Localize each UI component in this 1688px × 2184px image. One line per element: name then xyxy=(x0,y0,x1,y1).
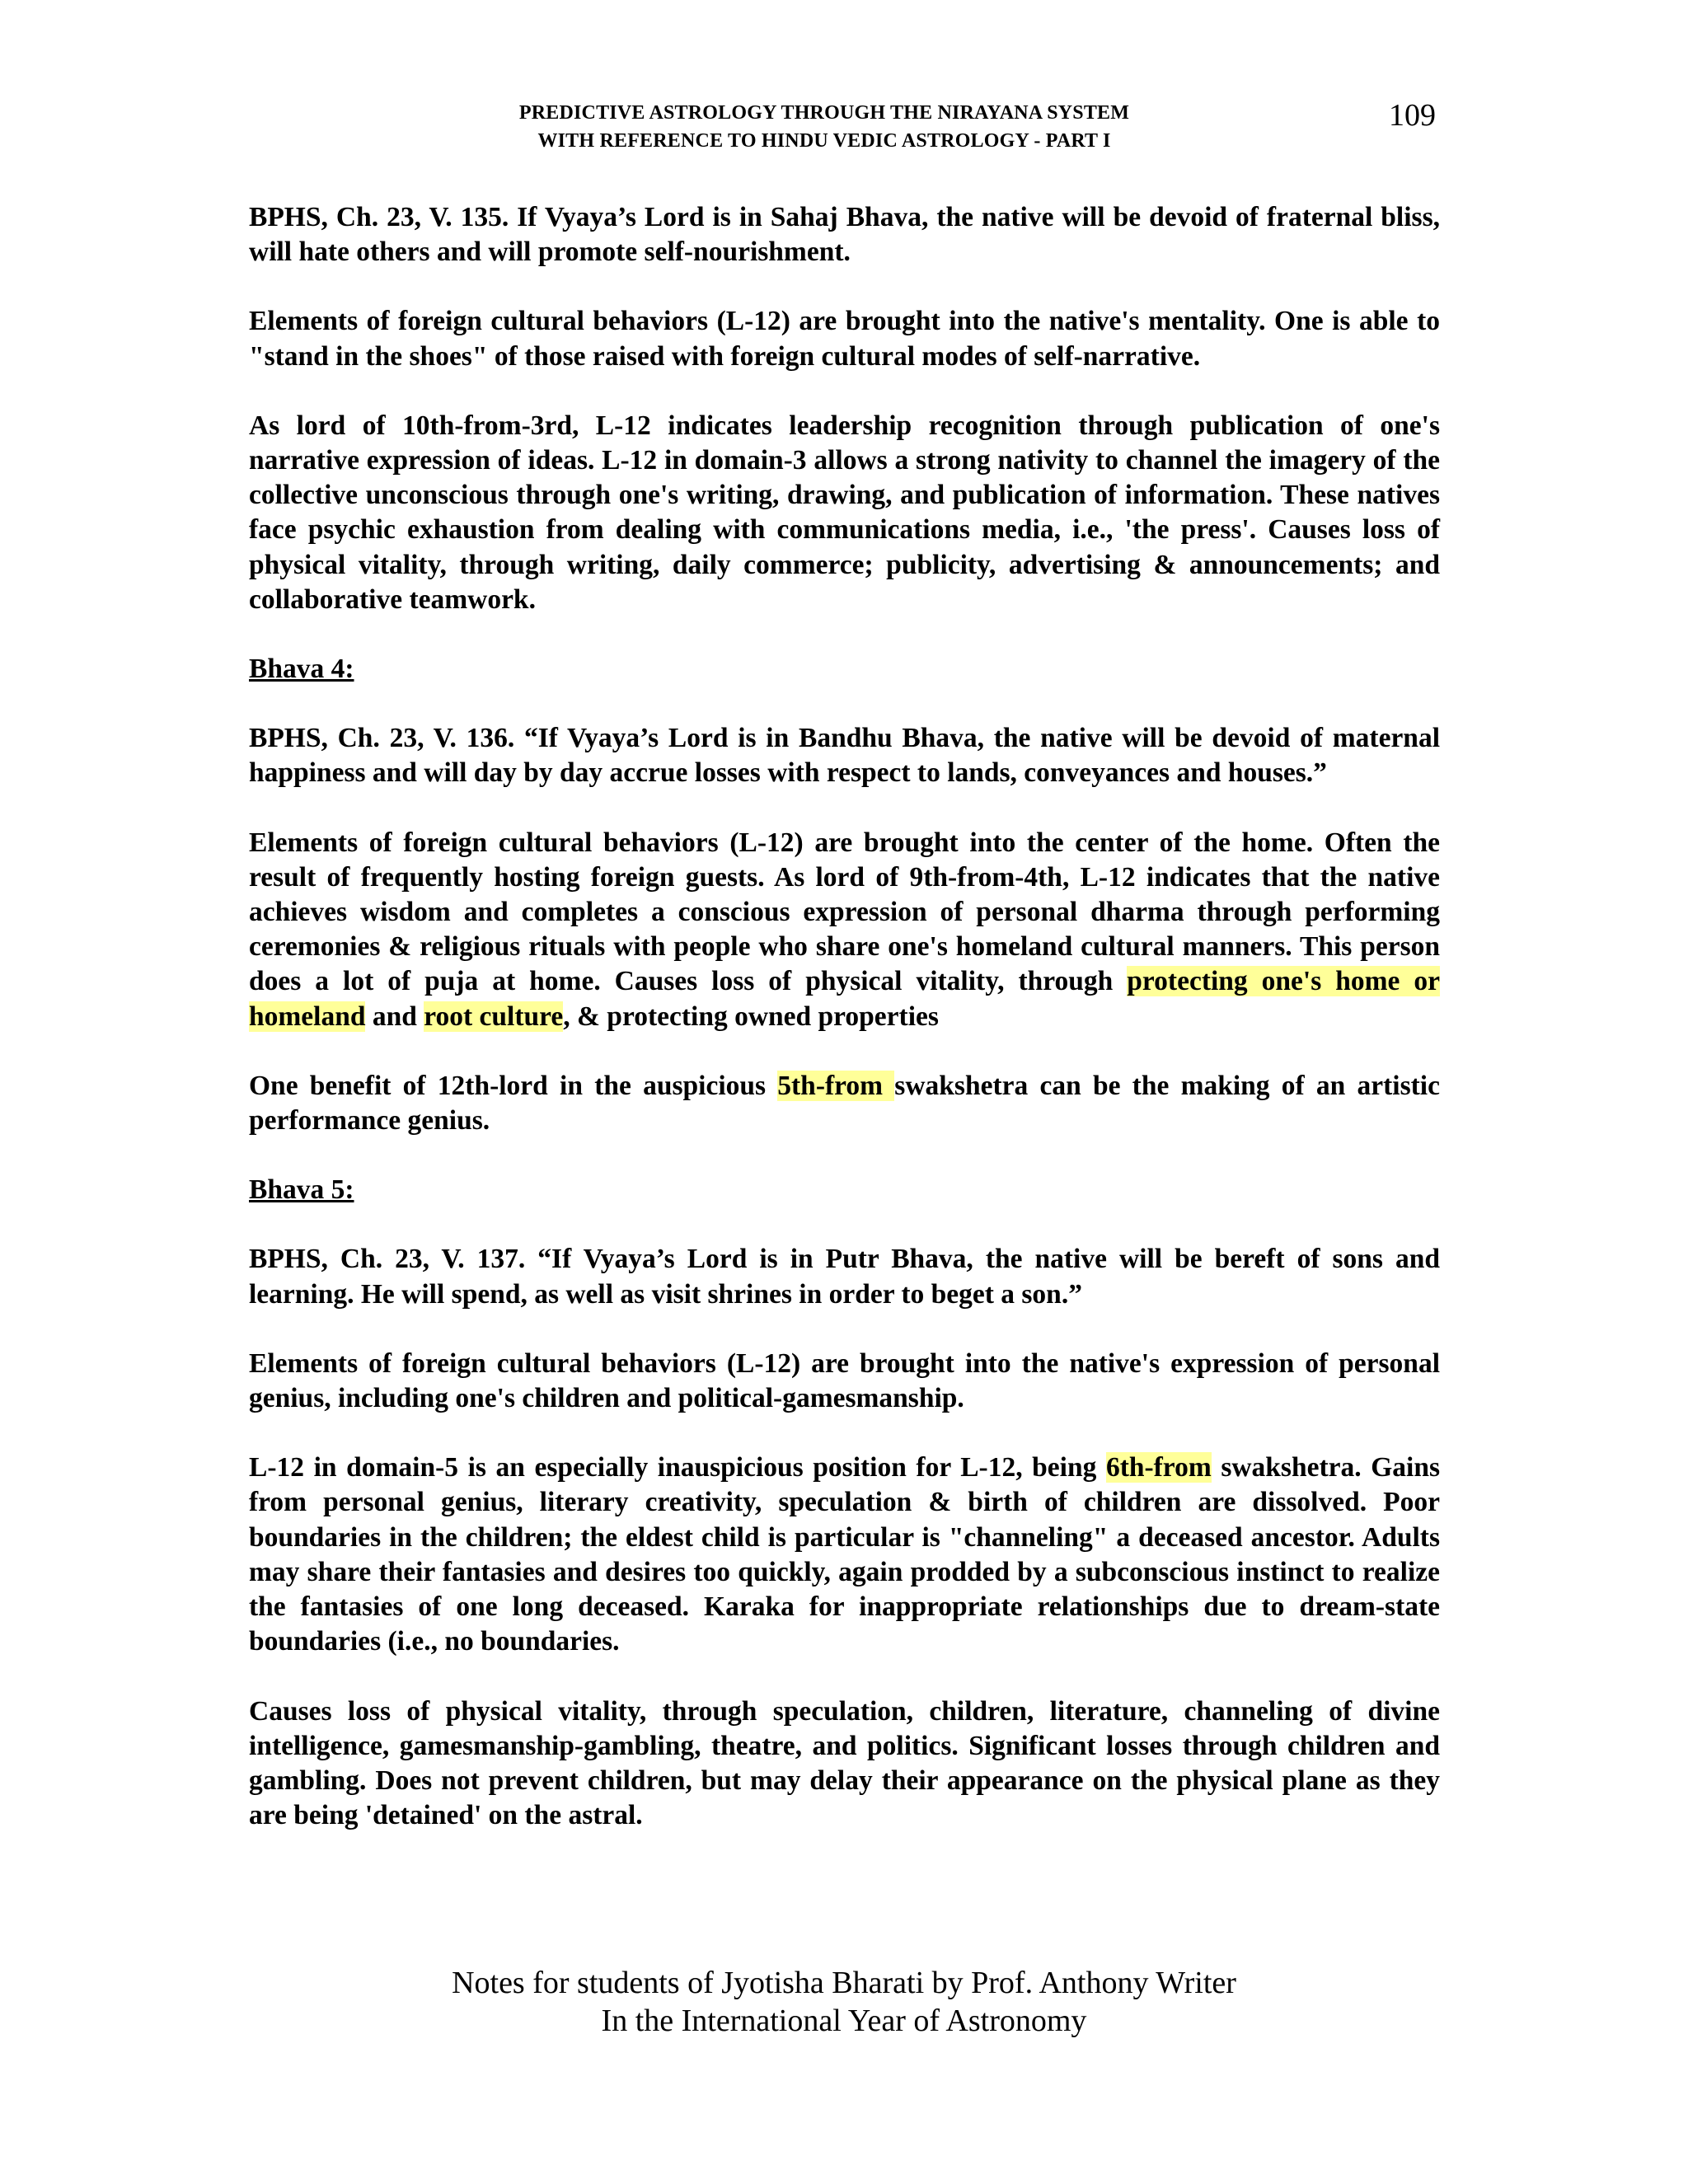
text-run: L-12 in domain-5 is an especially inauspicious position for L-12, being xyxy=(249,1452,1106,1483)
section-heading-bhava-4: Bhava 4: xyxy=(249,654,354,685)
header-title-line2: WITH REFERENCE TO HINDU VEDIC ASTROLOGY - PART I xyxy=(537,130,1111,152)
paragraph-foreign-mentality: Elements of foreign cultural behaviors (L-12) are brought into the native's mentality. One is able to "stand in the shoes" of those raised with foreign cultural modes of self-narrative. xyxy=(249,306,1440,372)
text-run: One benefit of 12th-lord in the auspicious xyxy=(249,1070,778,1101)
paragraph-lord-10th-from-3rd: As lord of 10th-from-3rd, L-12 indicates leadership recognition through publication of one's narrative expression of ideas. L-12 in domain-3 allows a strong nativity to channel the imagery of the collective unconscious through one's writing, drawing, and publication of information. These natives face psychic exhaustion from dealing with communications media, i.e., 'the press'. Causes loss of physical vitality, through writing, daily commerce; publicity, advertising & announcements; and collaborative teamwork. xyxy=(249,410,1440,615)
paragraph-bphs-136: BPHS, Ch. 23, V. 136. “If Vyaya’s Lord is in Bandhu Bhava, the native will be devoid of maternal happiness and will day by day accrue losses with respect to lands, conveyances and houses.” xyxy=(249,723,1440,789)
body-text xyxy=(249,200,1440,1868)
running-header xyxy=(371,99,1278,155)
header-title-line1: PREDICTIVE ASTROLOGY THROUGH THE NIRAYANA SYSTEM xyxy=(518,102,1130,124)
footer-line1: Notes for students of Jyotisha Bharati by Prof. Anthony Writer xyxy=(452,1966,1236,2000)
text-run: swakshetra can be the making of an artistic performance genius. xyxy=(249,1070,1440,1137)
page-number: 109 xyxy=(1389,98,1436,133)
paragraph-bphs-137: BPHS, Ch. 23, V. 137. “If Vyaya’s Lord is in Putr Bhava, the native will be bereft of sons and learning. He will spend, as well as visit shrines in order to beget a son.” xyxy=(249,1244,1440,1310)
page-footer xyxy=(0,1964,1688,2040)
footer-line2: In the International Year of Astronomy xyxy=(601,2004,1087,2038)
text-run: Elements of foreign cultural behaviors (L-12) are brought into the center of the home. Often the result of frequently hosting foreign guests. As lord of 9th-from-4th, L-12 indicates that the native achieves wisdom and completes a conscious expression of personal dharma through performing ceremonies & religious rituals with people who share one's homeland cultural manners. This person does a lot of puja at home. Causes loss of physical vitality, through xyxy=(249,827,1440,997)
paragraph-foreign-home xyxy=(249,826,1440,1034)
text-run: swakshetra. Gains from personal genius, literary creativity, speculation & birth of children are dissolved. Poor boundaries in the children; the eldest child is particular is "channeling" a deceased ancestor. Adults may share their fantasies and desires too quickly, again prodded by a subconscious instinct to realize the fantasies of one long deceased. Karaka for inappropriate relationships due to dream-state boundaries (i.e., no boundaries. xyxy=(249,1452,1440,1657)
paragraph-vitality-losses: Causes loss of physical vitality, through speculation, children, literature, channeling of divine intelligence, gamesmanship-gambling, theatre, and politics. Significant losses through children and gambling. Does not prevent children, but may delay their appearance on the physical plane as they are being 'detained' on the astral. xyxy=(249,1695,1440,1831)
highlight-homeland: protecting one's home or homeland xyxy=(249,966,1440,1032)
text-run: , & protecting owned properties xyxy=(563,1001,939,1032)
paragraph-artistic-genius xyxy=(249,1069,1440,1138)
text-run: and xyxy=(365,1001,424,1032)
highlight-6th-from: 6th-from xyxy=(1105,1452,1212,1483)
paragraph-domain-5 xyxy=(249,1451,1440,1659)
section-heading-bhava-5: Bhava 5: xyxy=(249,1174,354,1206)
paragraph-personal-genius: Elements of foreign cultural behaviors (L-12) are brought into the native's expression of personal genius, including one's children and political-gamesmanship. xyxy=(249,1347,1440,1414)
highlight-root-culture: root culture xyxy=(424,1001,564,1032)
paragraph-bphs-135: BPHS, Ch. 23, V. 135. If Vyaya’s Lord is in Sahaj Bhava, the native will be devoid of fraternal bliss, will hate others and will promote self-nourishment. xyxy=(249,202,1440,268)
highlight-5th-from: 5th-from xyxy=(777,1070,895,1101)
